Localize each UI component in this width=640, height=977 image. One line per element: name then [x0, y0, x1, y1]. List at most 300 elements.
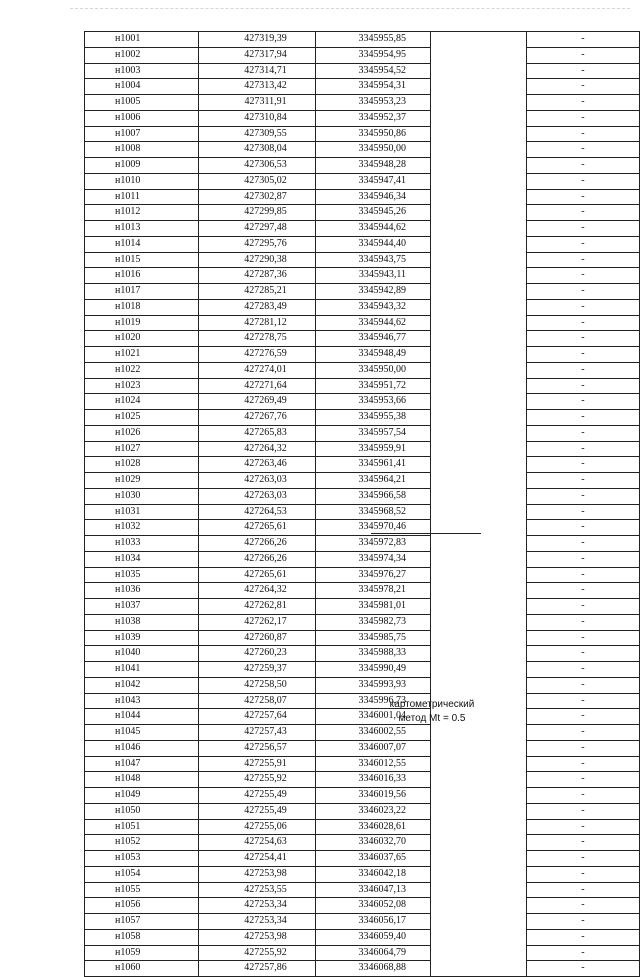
scan-header-artifact — [70, 8, 630, 9]
y-coord-cell: 3345954,31 — [315, 79, 430, 95]
point-id-cell: н1032 — [85, 520, 199, 536]
method-cell — [431, 110, 527, 126]
y-coord-cell: 3346002,55 — [315, 725, 430, 741]
method-cell — [431, 788, 527, 804]
point-id-cell: н1023 — [85, 378, 199, 394]
table-row — [85, 536, 640, 552]
error-cell: - — [526, 488, 639, 504]
table-row — [85, 299, 640, 315]
y-coord-cell: 3346001,04 — [315, 709, 430, 725]
error-cell: - — [526, 851, 639, 867]
y-coord-cell: 3346052,08 — [315, 898, 430, 914]
x-coord-cell: 427253,34 — [198, 898, 315, 914]
y-coord-cell: 3345961,41 — [315, 457, 430, 473]
y-coord-cell: 3345946,34 — [315, 189, 430, 205]
method-cell — [431, 914, 527, 930]
error-cell: - — [526, 79, 639, 95]
y-coord-cell: 3345948,49 — [315, 347, 430, 363]
y-coord-cell: 3345947,41 — [315, 173, 430, 189]
method-cell — [431, 95, 527, 111]
table-row — [85, 79, 640, 95]
error-cell: - — [526, 63, 639, 79]
y-coord-cell: 3345952,37 — [315, 110, 430, 126]
table-row — [85, 725, 640, 741]
error-cell: - — [526, 599, 639, 615]
y-coord-cell: 3345966,58 — [315, 488, 430, 504]
point-id-cell: н1039 — [85, 630, 199, 646]
point-id-cell: н1060 — [85, 961, 199, 977]
method-cell — [431, 32, 527, 48]
coordinates-table — [84, 31, 640, 977]
x-coord-cell: 427276,59 — [198, 347, 315, 363]
x-coord-cell: 427299,85 — [198, 205, 315, 221]
y-coord-cell: 3345988,33 — [315, 646, 430, 662]
method-cell — [431, 189, 527, 205]
method-cell — [431, 646, 527, 662]
table-row — [85, 882, 640, 898]
method-cell — [431, 79, 527, 95]
point-id-cell: н1015 — [85, 252, 199, 268]
y-coord-cell: 3345982,73 — [315, 614, 430, 630]
error-cell: - — [526, 630, 639, 646]
point-id-cell: н1029 — [85, 473, 199, 489]
y-coord-cell: 3345970,46 — [315, 520, 430, 536]
y-coord-cell: 3346064,79 — [315, 945, 430, 961]
x-coord-cell: 427255,49 — [198, 803, 315, 819]
method-cell — [431, 142, 527, 158]
error-cell: - — [526, 394, 639, 410]
method-cell — [431, 473, 527, 489]
error-cell: - — [526, 158, 639, 174]
method-cell — [431, 299, 527, 315]
x-coord-cell: 427266,26 — [198, 536, 315, 552]
error-cell: - — [526, 567, 639, 583]
y-coord-cell: 3345993,93 — [315, 677, 430, 693]
table-row — [85, 819, 640, 835]
point-id-cell: н1027 — [85, 441, 199, 457]
error-cell: - — [526, 504, 639, 520]
point-id-cell: н1040 — [85, 646, 199, 662]
error-cell: - — [526, 614, 639, 630]
point-id-cell: н1036 — [85, 583, 199, 599]
error-cell: - — [526, 284, 639, 300]
method-cell — [431, 425, 527, 441]
method-cell — [431, 504, 527, 520]
method-cell — [431, 488, 527, 504]
table-row — [85, 284, 640, 300]
point-id-cell: н1055 — [85, 882, 199, 898]
table-row — [85, 583, 640, 599]
y-coord-cell: 3345943,32 — [315, 299, 430, 315]
error-cell: - — [526, 189, 639, 205]
method-cell — [431, 284, 527, 300]
table-row — [85, 473, 640, 489]
point-id-cell: н1017 — [85, 284, 199, 300]
error-cell: - — [526, 299, 639, 315]
method-cell — [431, 740, 527, 756]
table-row — [85, 347, 640, 363]
y-coord-cell: 3345955,85 — [315, 32, 430, 48]
error-cell: - — [526, 378, 639, 394]
y-coord-cell: 3346032,70 — [315, 835, 430, 851]
point-id-cell: н1052 — [85, 835, 199, 851]
point-id-cell: н1025 — [85, 410, 199, 426]
point-id-cell: н1048 — [85, 772, 199, 788]
method-cell — [431, 252, 527, 268]
method-cell — [431, 725, 527, 741]
table-row — [85, 551, 640, 567]
x-coord-cell: 427259,37 — [198, 662, 315, 678]
table-row — [85, 866, 640, 882]
table-row — [85, 441, 640, 457]
point-id-cell: н1043 — [85, 693, 199, 709]
x-coord-cell: 427309,55 — [198, 126, 315, 142]
table-row — [85, 47, 640, 63]
table-row — [85, 394, 640, 410]
method-cell — [431, 47, 527, 63]
x-coord-cell: 427257,43 — [198, 725, 315, 741]
table-row — [85, 756, 640, 772]
y-coord-cell: 3346023,22 — [315, 803, 430, 819]
y-coord-cell: 3345954,95 — [315, 47, 430, 63]
table-row — [85, 126, 640, 142]
method-cell — [431, 961, 527, 977]
table-row — [85, 425, 640, 441]
x-coord-cell: 427265,83 — [198, 425, 315, 441]
y-coord-cell: 3345944,62 — [315, 221, 430, 237]
method-note — [376, 698, 488, 726]
error-cell: - — [526, 425, 639, 441]
error-cell: - — [526, 173, 639, 189]
error-cell: - — [526, 47, 639, 63]
error-cell: - — [526, 693, 639, 709]
table-row — [85, 914, 640, 930]
error-cell: - — [526, 362, 639, 378]
point-id-cell: н1010 — [85, 173, 199, 189]
table-row — [85, 173, 640, 189]
method-cell — [431, 882, 527, 898]
point-id-cell: н1041 — [85, 662, 199, 678]
y-coord-cell: 3345944,62 — [315, 315, 430, 331]
x-coord-cell: 427257,64 — [198, 709, 315, 725]
method-cell — [431, 835, 527, 851]
point-id-cell: н1012 — [85, 205, 199, 221]
point-id-cell: н1001 — [85, 32, 199, 48]
method-cell — [431, 599, 527, 615]
table-row — [85, 630, 640, 646]
point-id-cell: н1035 — [85, 567, 199, 583]
error-cell: - — [526, 961, 639, 977]
y-coord-cell: 3345946,77 — [315, 331, 430, 347]
x-coord-cell: 427305,02 — [198, 173, 315, 189]
method-cell — [431, 851, 527, 867]
method-cell — [431, 803, 527, 819]
method-cell — [431, 866, 527, 882]
table-row — [85, 961, 640, 977]
y-coord-cell: 3346059,40 — [315, 929, 430, 945]
point-id-cell: н1059 — [85, 945, 199, 961]
error-cell: - — [526, 646, 639, 662]
method-cell — [431, 614, 527, 630]
method-cell — [431, 551, 527, 567]
error-cell: - — [526, 725, 639, 741]
y-coord-cell: 3345950,00 — [315, 142, 430, 158]
y-coord-cell: 3345976,27 — [315, 567, 430, 583]
y-coord-cell: 3345959,91 — [315, 441, 430, 457]
table-row — [85, 614, 640, 630]
error-cell: - — [526, 583, 639, 599]
y-coord-cell: 3346007,07 — [315, 740, 430, 756]
method-cell — [431, 173, 527, 189]
x-coord-cell: 427253,34 — [198, 914, 315, 930]
point-id-cell: н1042 — [85, 677, 199, 693]
method-cell — [431, 819, 527, 835]
y-coord-cell: 3346047,13 — [315, 882, 430, 898]
method-cell — [431, 457, 527, 473]
error-cell: - — [526, 882, 639, 898]
table-row — [85, 158, 640, 174]
point-id-cell: н1051 — [85, 819, 199, 835]
x-coord-cell: 427310,84 — [198, 110, 315, 126]
table-row — [85, 378, 640, 394]
y-coord-cell: 3345945,26 — [315, 205, 430, 221]
x-coord-cell: 427255,92 — [198, 945, 315, 961]
point-id-cell: н1033 — [85, 536, 199, 552]
x-coord-cell: 427271,64 — [198, 378, 315, 394]
table-row — [85, 315, 640, 331]
table-row — [85, 929, 640, 945]
point-id-cell: н1046 — [85, 740, 199, 756]
point-id-cell: н1049 — [85, 788, 199, 804]
x-coord-cell: 427266,26 — [198, 551, 315, 567]
method-cell — [431, 236, 527, 252]
error-cell: - — [526, 457, 639, 473]
point-id-cell: н1053 — [85, 851, 199, 867]
error-cell: - — [526, 551, 639, 567]
error-cell: - — [526, 410, 639, 426]
point-id-cell: н1022 — [85, 362, 199, 378]
table-row — [85, 362, 640, 378]
error-cell: - — [526, 205, 639, 221]
error-cell: - — [526, 788, 639, 804]
point-id-cell: н1024 — [85, 394, 199, 410]
error-cell: - — [526, 95, 639, 111]
x-coord-cell: 427258,50 — [198, 677, 315, 693]
method-cell — [431, 898, 527, 914]
y-coord-cell: 3345950,86 — [315, 126, 430, 142]
y-coord-cell: 3346016,33 — [315, 772, 430, 788]
x-coord-cell: 427262,81 — [198, 599, 315, 615]
table-row — [85, 504, 640, 520]
error-cell: - — [526, 536, 639, 552]
method-cell — [431, 315, 527, 331]
point-id-cell: н1044 — [85, 709, 199, 725]
table-row — [85, 95, 640, 111]
table-row — [85, 851, 640, 867]
error-cell: - — [526, 835, 639, 851]
table-row — [85, 662, 640, 678]
table-row — [85, 898, 640, 914]
x-coord-cell: 427257,86 — [198, 961, 315, 977]
y-coord-cell: 3345943,11 — [315, 268, 430, 284]
method-cell — [431, 126, 527, 142]
method-cell — [431, 63, 527, 79]
point-id-cell: н1004 — [85, 79, 199, 95]
x-coord-cell: 427281,12 — [198, 315, 315, 331]
error-cell: - — [526, 756, 639, 772]
error-cell: - — [526, 819, 639, 835]
error-cell: - — [526, 520, 639, 536]
point-id-cell: н1002 — [85, 47, 199, 63]
table-row — [85, 236, 640, 252]
point-id-cell: н1007 — [85, 126, 199, 142]
table-row — [85, 457, 640, 473]
error-cell: - — [526, 221, 639, 237]
x-coord-cell: 427285,21 — [198, 284, 315, 300]
x-coord-cell: 427255,06 — [198, 819, 315, 835]
error-cell: - — [526, 236, 639, 252]
y-coord-cell: 3345996,73 — [315, 693, 430, 709]
method-note-line2: метод Mt = 0.5 — [398, 713, 466, 724]
method-note-line1: картометрический — [389, 699, 475, 710]
method-cell — [431, 662, 527, 678]
error-cell: - — [526, 803, 639, 819]
method-cell — [431, 677, 527, 693]
x-coord-cell: 427264,53 — [198, 504, 315, 520]
x-coord-cell: 427283,49 — [198, 299, 315, 315]
table-row — [85, 520, 640, 536]
error-cell: - — [526, 740, 639, 756]
x-coord-cell: 427255,92 — [198, 772, 315, 788]
method-cell — [431, 158, 527, 174]
table-row — [85, 32, 640, 48]
table-row — [85, 740, 640, 756]
table-row — [85, 221, 640, 237]
x-coord-cell: 427254,63 — [198, 835, 315, 851]
x-coord-cell: 427253,55 — [198, 882, 315, 898]
x-coord-cell: 427269,49 — [198, 394, 315, 410]
error-cell: - — [526, 331, 639, 347]
method-cell — [431, 630, 527, 646]
x-coord-cell: 427274,01 — [198, 362, 315, 378]
x-coord-cell: 427263,03 — [198, 473, 315, 489]
method-cell — [431, 536, 527, 552]
x-coord-cell: 427295,76 — [198, 236, 315, 252]
error-cell: - — [526, 473, 639, 489]
y-coord-cell: 3346042,18 — [315, 866, 430, 882]
point-id-cell: н1050 — [85, 803, 199, 819]
x-coord-cell: 427254,41 — [198, 851, 315, 867]
point-id-cell: н1008 — [85, 142, 199, 158]
point-id-cell: н1011 — [85, 189, 199, 205]
x-coord-cell: 427302,87 — [198, 189, 315, 205]
x-coord-cell: 427253,98 — [198, 929, 315, 945]
y-coord-cell: 3346012,55 — [315, 756, 430, 772]
y-coord-cell: 3345943,75 — [315, 252, 430, 268]
x-coord-cell: 427264,32 — [198, 583, 315, 599]
x-coord-cell: 427255,49 — [198, 788, 315, 804]
table-row — [85, 252, 640, 268]
method-cell — [431, 583, 527, 599]
error-cell: - — [526, 347, 639, 363]
y-coord-cell: 3345981,01 — [315, 599, 430, 615]
y-coord-cell: 3346019,56 — [315, 788, 430, 804]
error-cell: - — [526, 126, 639, 142]
y-coord-cell: 3345953,66 — [315, 394, 430, 410]
error-cell: - — [526, 945, 639, 961]
x-coord-cell: 427260,23 — [198, 646, 315, 662]
point-id-cell: н1058 — [85, 929, 199, 945]
error-cell: - — [526, 142, 639, 158]
x-coord-cell: 427265,61 — [198, 567, 315, 583]
method-cell — [431, 945, 527, 961]
y-coord-cell: 3345957,54 — [315, 425, 430, 441]
error-cell: - — [526, 110, 639, 126]
y-coord-cell: 3345972,83 — [315, 536, 430, 552]
table-row — [85, 835, 640, 851]
x-coord-cell: 427317,94 — [198, 47, 315, 63]
point-id-cell: н1034 — [85, 551, 199, 567]
point-id-cell: н1006 — [85, 110, 199, 126]
y-coord-cell: 3345978,21 — [315, 583, 430, 599]
y-coord-cell: 3345951,72 — [315, 378, 430, 394]
point-id-cell: н1009 — [85, 158, 199, 174]
point-id-cell: н1045 — [85, 725, 199, 741]
error-cell: - — [526, 315, 639, 331]
point-id-cell: н1016 — [85, 268, 199, 284]
error-cell: - — [526, 252, 639, 268]
method-cell — [431, 347, 527, 363]
error-cell: - — [526, 898, 639, 914]
table-row — [85, 788, 640, 804]
point-id-cell: н1020 — [85, 331, 199, 347]
method-cell — [431, 378, 527, 394]
point-id-cell: н1030 — [85, 488, 199, 504]
y-coord-cell: 3345953,23 — [315, 95, 430, 111]
x-coord-cell: 427265,61 — [198, 520, 315, 536]
point-id-cell: н1018 — [85, 299, 199, 315]
error-cell: - — [526, 772, 639, 788]
x-coord-cell: 427290,38 — [198, 252, 315, 268]
method-group-separator — [371, 533, 481, 534]
table-row — [85, 331, 640, 347]
table-row — [85, 803, 640, 819]
x-coord-cell: 427256,57 — [198, 740, 315, 756]
table-row — [85, 268, 640, 284]
point-id-cell: н1014 — [85, 236, 199, 252]
x-coord-cell: 427319,39 — [198, 32, 315, 48]
method-cell — [431, 362, 527, 378]
y-coord-cell: 3346037,65 — [315, 851, 430, 867]
y-coord-cell: 3345985,75 — [315, 630, 430, 646]
x-coord-cell: 427306,53 — [198, 158, 315, 174]
x-coord-cell: 427308,04 — [198, 142, 315, 158]
table-row — [85, 63, 640, 79]
table-row — [85, 693, 640, 709]
y-coord-cell: 3345942,89 — [315, 284, 430, 300]
x-coord-cell: 427287,36 — [198, 268, 315, 284]
method-cell — [431, 929, 527, 945]
point-id-cell: н1005 — [85, 95, 199, 111]
table-row — [85, 110, 640, 126]
error-cell: - — [526, 677, 639, 693]
point-id-cell: н1013 — [85, 221, 199, 237]
table-row — [85, 142, 640, 158]
x-coord-cell: 427314,71 — [198, 63, 315, 79]
coordinates-table-body — [85, 32, 640, 977]
y-coord-cell: 3345944,40 — [315, 236, 430, 252]
point-id-cell: н1021 — [85, 347, 199, 363]
